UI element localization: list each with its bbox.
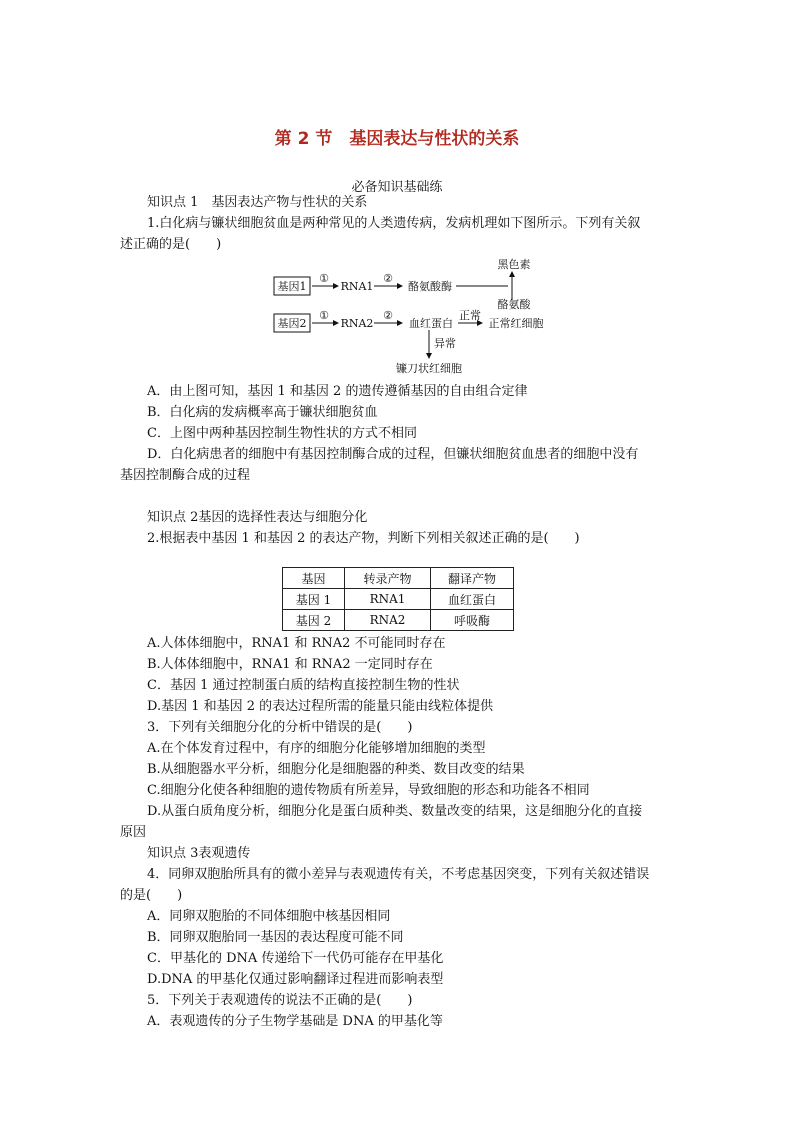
- step2-label-top: ②: [383, 272, 393, 285]
- q3-stem: 3．下列有关细胞分化的分析中错误的是( ): [147, 720, 413, 735]
- table-row: [283, 589, 514, 610]
- rna2-label: RNA2: [340, 317, 374, 330]
- q3-option-d-line1: D.从蛋白质角度分析，细胞分化是蛋白质种类、数量改变的结果，这是细胞分化的直接: [147, 804, 643, 819]
- knowledge-point-2: 知识点 2基因的选择性表达与细胞分化: [147, 510, 368, 525]
- q5-option-a: A．表观遗传的分子生物学基础是 DNA 的甲基化等: [147, 1014, 443, 1029]
- table-header-row: [283, 568, 514, 589]
- table-header-cell: 翻译产物: [431, 568, 514, 589]
- hemoglobin-label: 血红蛋白: [409, 317, 453, 330]
- q1-option-d-line1: D．白化病患者的细胞中有基因控制酶合成的过程，但镰状细胞贫血患者的细胞中没有: [147, 447, 639, 462]
- pathogenesis-diagram: [272, 258, 572, 378]
- q4-stem-line2: 的是( ): [120, 888, 183, 903]
- table-cell: 血红蛋白: [431, 589, 514, 610]
- q4-option-a: A．同卵双胞胎的不同体细胞中核基因相同: [147, 909, 391, 924]
- table-header-cell: 转录产物: [345, 568, 431, 589]
- q1-option-a: A．由上图可知，基因 1 和基因 2 的遗传遵循基因的自由组合定律: [147, 384, 528, 399]
- q4-option-b: B．同卵双胞胎同一基因的表达程度可能不同: [147, 930, 404, 945]
- normal-rbc-label: 正常红细胞: [488, 317, 544, 330]
- q3-option-d-line2: 原因: [120, 825, 147, 840]
- tyrosine-label: 酪氨酸: [497, 298, 531, 311]
- table-cell: 基因 1: [283, 589, 345, 610]
- q1-option-b: B．白化病的发病概率高于镰状细胞贫血: [147, 405, 378, 420]
- q1-stem-line1: 1.白化病与镰状细胞贫血是两种常见的人类遗传病，发病机理如下图所示。下列有关叙: [147, 216, 641, 231]
- q2-option-a: A.人体体细胞中，RNA1 和 RNA2 不可能同时存在: [147, 636, 446, 651]
- table-cell: 基因 2: [283, 610, 345, 631]
- table-cell: RNA2: [345, 610, 431, 631]
- gene2-label: 基因2: [277, 317, 307, 330]
- normal-label: 正常: [459, 309, 481, 322]
- q3-option-a: A.在个体发育过程中，有序的细胞分化能够增加细胞的类型: [147, 741, 486, 756]
- q2-option-c: C．基因 1 通过控制蛋白质的结构直接控制生物的性状: [147, 678, 460, 693]
- gene1-label: 基因1: [277, 280, 307, 293]
- q2-stem: 2.根据表中基因 1 和基因 2 的表达产物，判断下列相关叙述正确的是( ): [147, 531, 580, 546]
- step1-label-bottom: ①: [319, 309, 329, 322]
- q2-option-b: B.人体体细胞中，RNA1 和 RNA2 一定同时存在: [147, 657, 433, 672]
- page-title: 第 2 节 基因表达与性状的关系: [274, 129, 520, 149]
- q1-option-c: C．上图中两种基因控制生物性状的方式不相同: [147, 426, 417, 441]
- melanin-label: 黑色素: [497, 258, 531, 271]
- table-cell: RNA1: [345, 589, 431, 610]
- q3-option-b: B.从细胞器水平分析，细胞分化是细胞器的种类、数目改变的结果: [147, 762, 525, 777]
- knowledge-point-1: 知识点 1 基因表达产物与性状的关系: [147, 195, 368, 210]
- q1-option-d-line2: 基因控制酶合成的过程: [120, 468, 251, 483]
- rna1-label: RNA1: [340, 280, 374, 293]
- q3-option-c: C.细胞分化使各种细胞的遗传物质有所差异，导致细胞的形态和功能各不相同: [147, 783, 590, 798]
- q4-option-c: C．甲基化的 DNA 传递给下一代仍可能存在甲基化: [147, 951, 444, 966]
- q1-stem-line2: 述正确的是( ): [120, 237, 222, 252]
- knowledge-point-3: 知识点 3表观遗传: [147, 846, 251, 861]
- q4-stem-line1: 4．同卵双胞胎所具有的微小差异与表观遗传有关，不考虑基因突变，下列有关叙述错误: [147, 867, 650, 882]
- q4-option-d: D.DNA 的甲基化仅通过影响翻译过程进而影响表型: [147, 972, 444, 987]
- q5-stem: 5．下列关于表观遗传的说法不正确的是( ): [147, 993, 413, 1008]
- abnormal-label: 异常: [434, 337, 456, 350]
- step1-label-top: ①: [319, 272, 329, 285]
- gene-expression-table: [282, 567, 514, 631]
- sickle-rbc-label: 镰刀状红细胞: [396, 362, 462, 375]
- section-subtitle: 必备知识基础练: [351, 180, 443, 195]
- enzyme-label: 酪氨酸酶: [408, 280, 452, 293]
- table-cell: 呼吸酶: [431, 610, 514, 631]
- table-header-cell: 基因: [283, 568, 345, 589]
- step2-label-bottom: ②: [383, 309, 393, 322]
- table-row: [283, 610, 514, 631]
- q2-option-d: D.基因 1 和基因 2 的表达过程所需的能量只能由线粒体提供: [147, 699, 494, 714]
